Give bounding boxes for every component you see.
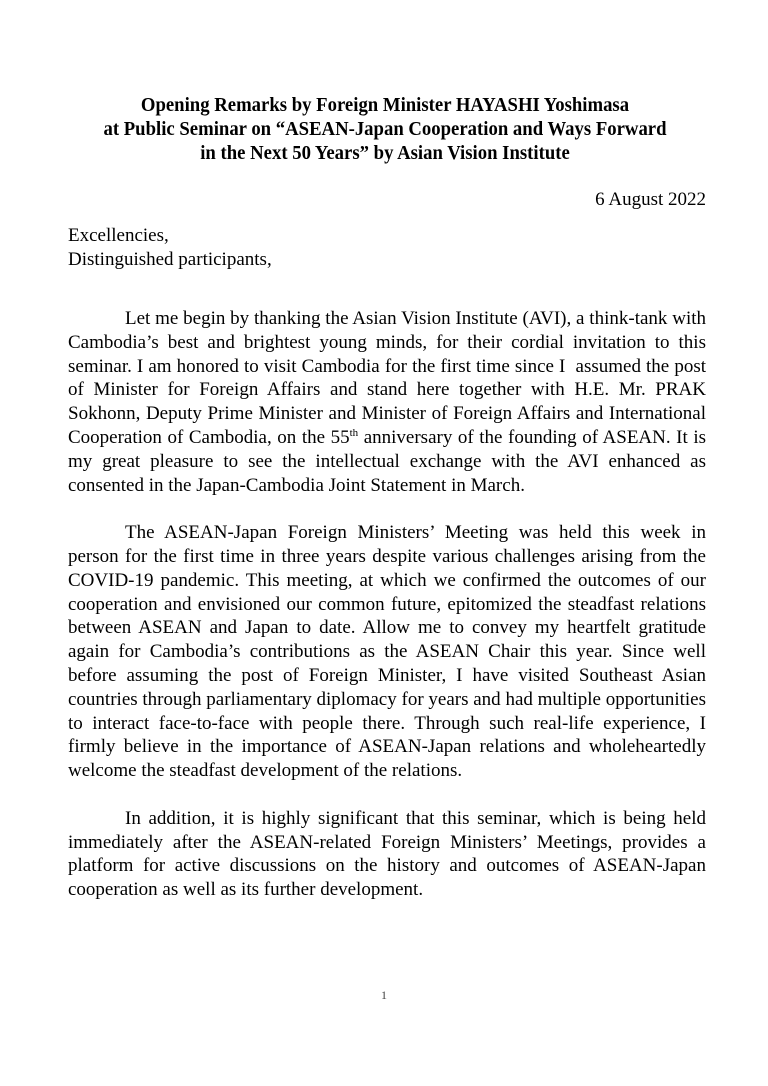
salutation — [68, 224, 272, 272]
page-number: 1 — [381, 988, 387, 1002]
document-date: 6 August 2022 — [595, 189, 706, 210]
salutation-line-1: Excellencies, — [68, 225, 169, 246]
title-line-2: at Public Seminar on “ASEAN-Japan Cooperation and Ways Forward — [103, 119, 667, 140]
document-title — [73, 94, 697, 166]
paragraph-1-text-b: anniversary of the founding of ASEAN. It is my great pleasure to see the intellectual exchange with the AVI enhanced as consented in the Japan-Cambodia Joint Statement in March. — [68, 426, 707, 496]
title-line-3: in the Next 50 Years” by Asian Vision Institute — [200, 143, 570, 164]
title-line-1: Opening Remarks by Foreign Minister HAYASHI Yoshimasa — [140, 95, 630, 116]
paragraph-1 — [68, 307, 706, 497]
paragraph-3: In addition, it is highly significant that this seminar, which is being held immediately after the ASEAN-related Foreign Ministers’ Meetings, provides a platform for active discussions on the history and outcomes of ASEAN-Japan cooperation as well as its further development. — [68, 807, 706, 901]
paragraph-1-text-a: Let me begin by thanking the Asian Vision Institute (AVI), a think-tank with Cambodia’s best and brightest young minds, for their cordial invitation to this seminar. I am honored to visit Cambodia for the first time since I assumed the post of Minister for Foreign Affairs and stand here together with H.E. Mr. PRAK Sokhonn, Deputy Prime Minister and Minister of Foreign Affairs and International Cooperation of Cambodia, on the 55 — [68, 308, 706, 448]
paragraph-2: The ASEAN-Japan Foreign Ministers’ Meeting was held this week in person for the first time in three years despite various challenges arising from the COVID-19 pandemic. This meeting, at which we confirmed the outcomes of our cooperation and envisioned our common future, epitomized the steadfast relations between ASEAN and Japan to date. Allow me to convey my heartfelt gratitude again for Cambodia’s contributions as the ASEAN Chair this year. Since well before assuming the post of Foreign Minister, I have visited Southeast Asian countries through parliamentary diplomacy for years and had multiple opportunities to interact face-to-face with people there. Through such real-life experience, I firmly believe in the importance of ASEAN-Japan relations and wholeheartedly welcome the steadfast development of the relations. — [68, 522, 706, 782]
salutation-line-2: Distinguished participants, — [68, 249, 272, 270]
document-body — [68, 307, 706, 926]
ordinal-suffix: th — [349, 426, 359, 439]
